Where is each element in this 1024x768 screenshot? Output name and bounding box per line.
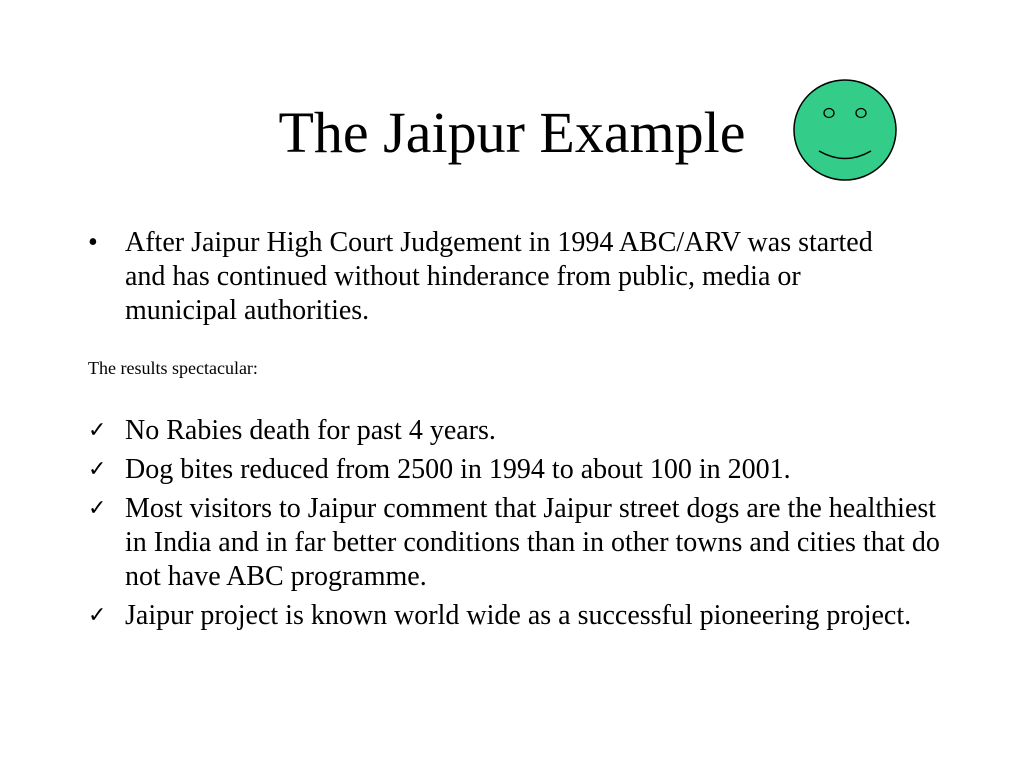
checklist-item <box>88 599 988 633</box>
checkmark-icon: ✓ <box>88 496 107 521</box>
checkmark-icon: ✓ <box>88 603 107 628</box>
smiley-face-circle <box>794 80 896 180</box>
checklist-item-text: Dog bites reduced from 2500 in 1994 to about 100 in 2001. <box>125 454 791 485</box>
slide-title: The Jaipur Example <box>278 100 746 165</box>
bullet-marker: • <box>88 227 98 258</box>
smiley-face-icon <box>792 78 898 182</box>
results-checklist <box>88 414 988 638</box>
results-label: The results spectacular: <box>88 358 258 378</box>
checklist-item <box>88 492 988 594</box>
checklist-item <box>88 414 988 448</box>
checkmark-icon: ✓ <box>88 418 107 443</box>
checklist-item-text: No Rabies death for past 4 years. <box>125 415 496 446</box>
checklist-item-text: Jaipur project is known world wide as a successful pioneering project. <box>125 600 912 631</box>
checkmark-icon: ✓ <box>88 457 107 482</box>
smiley-right-eye <box>856 109 866 118</box>
main-bullet <box>88 226 988 328</box>
bullet-text: After Jaipur High Court Judgement in 1994 ABC/ARV was started and has continued without hinderance from public, media or municipal authorities. <box>125 227 873 326</box>
bullet-row <box>88 226 988 328</box>
checklist-item-text: Most visitors to Jaipur comment that Jaipur street dogs are the healthiest in India and in far better conditions than in other towns and cities that do not have ABC programme. <box>125 493 940 592</box>
checklist-item <box>88 453 988 487</box>
smiley-left-eye <box>824 109 834 118</box>
